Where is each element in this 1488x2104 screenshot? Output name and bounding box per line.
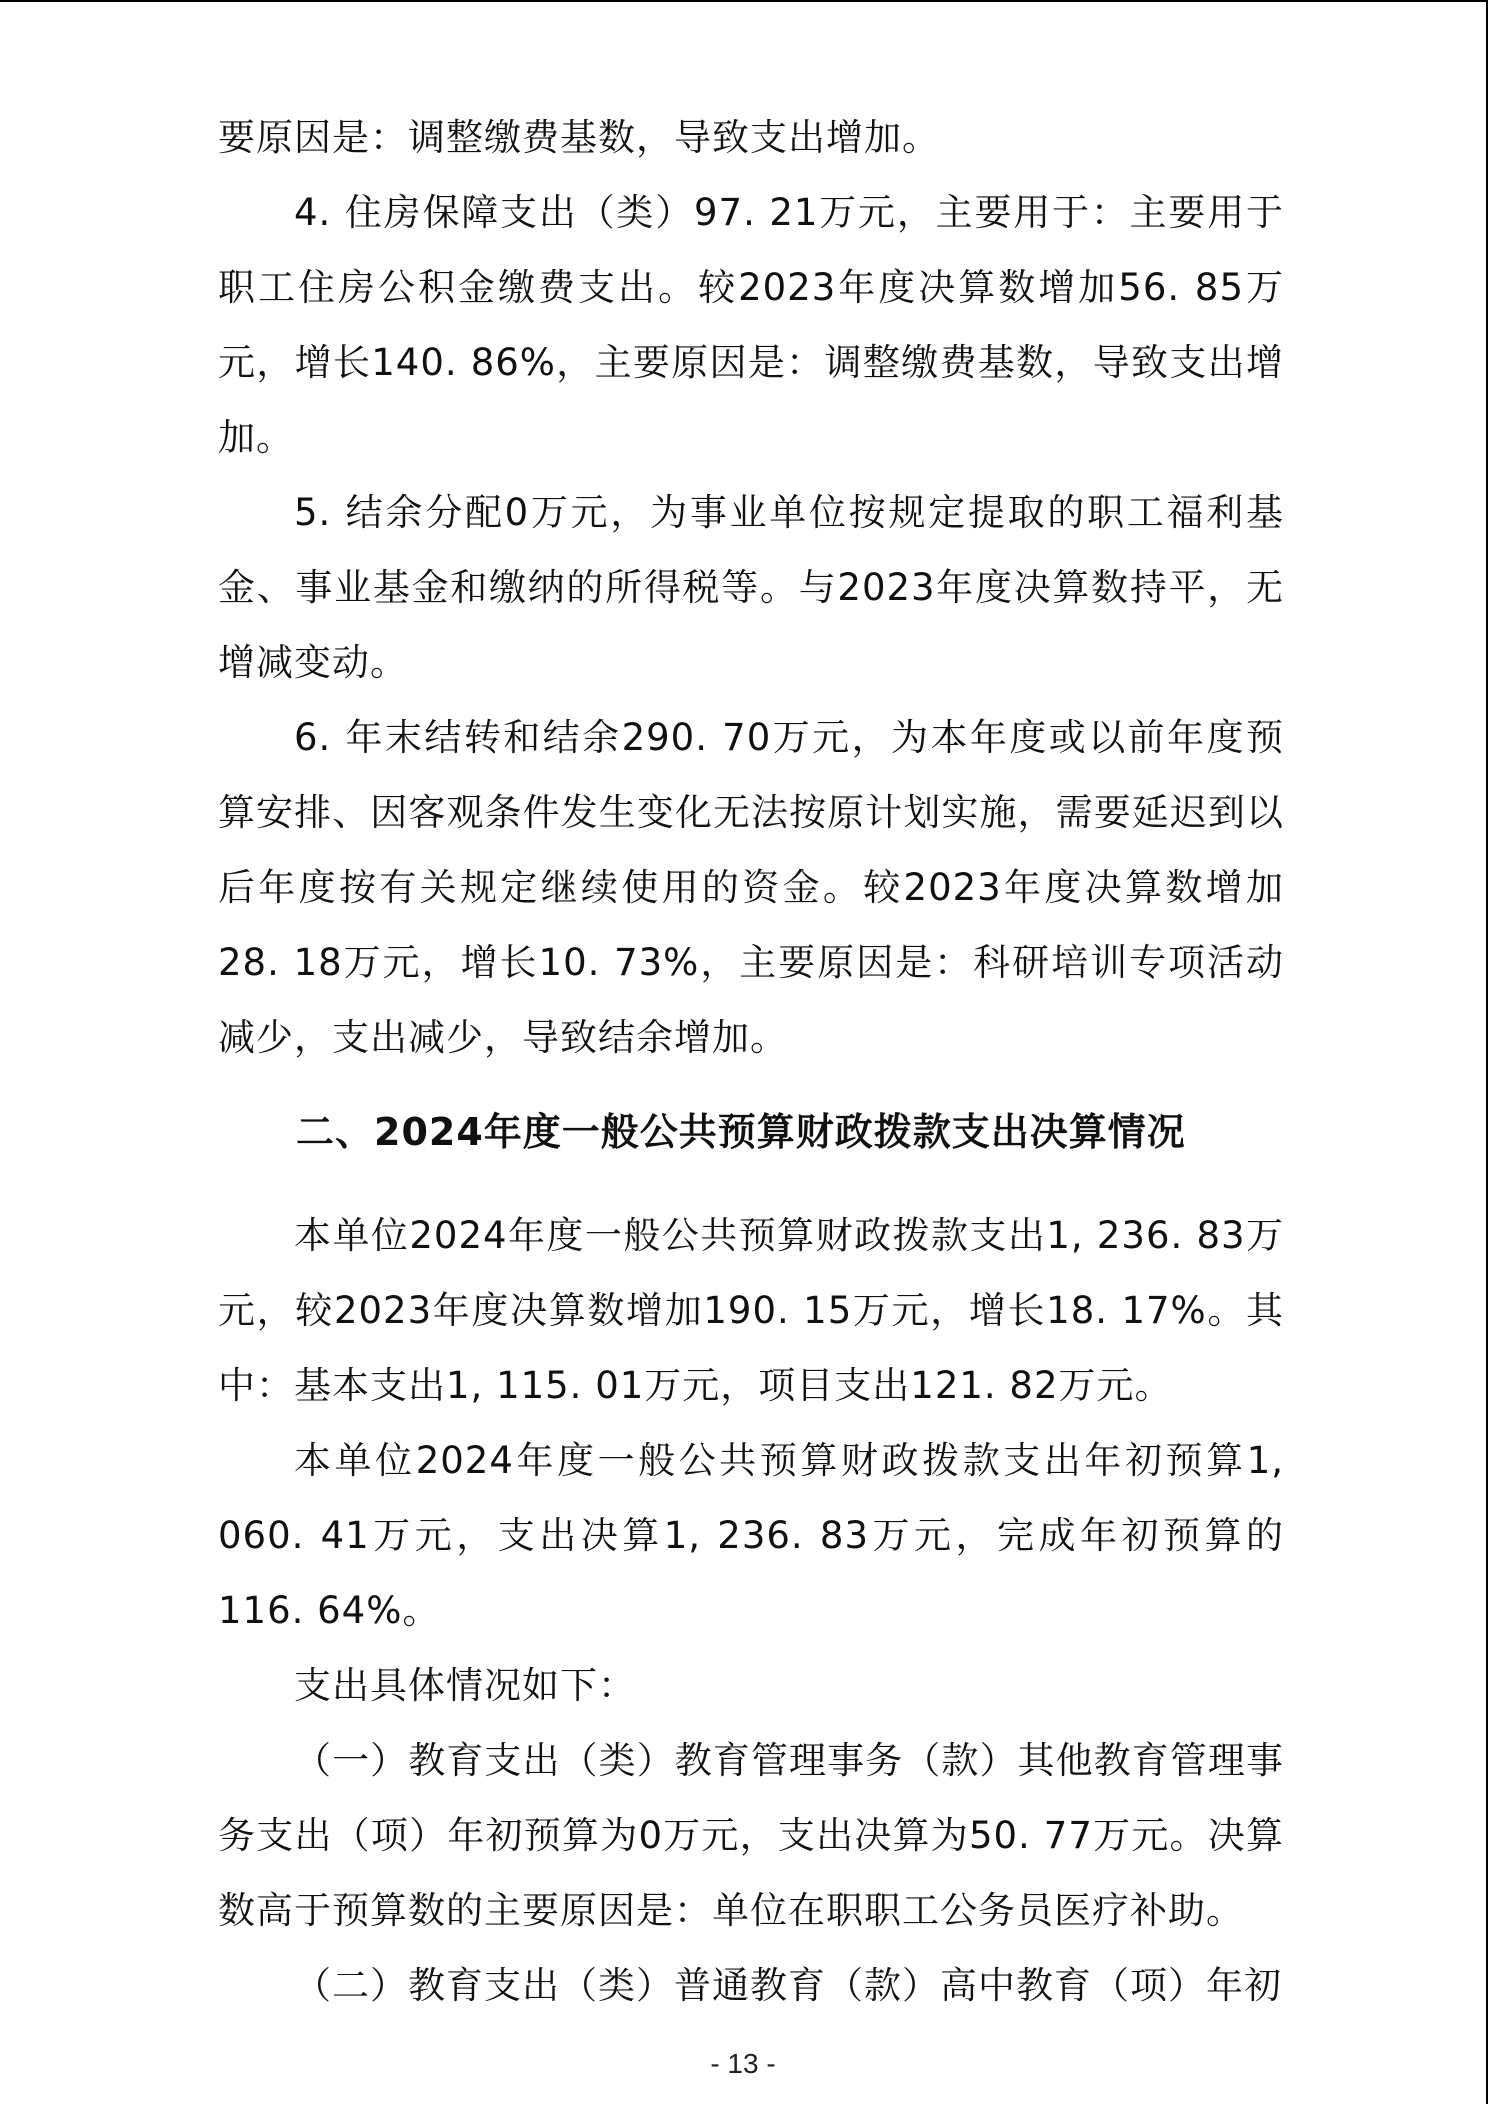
paragraph: （二）教育支出（类）普通教育（款）高中教育（项）年初 (294, 1964, 1282, 2007)
paragraph: 要原因是：调整缴费基数，导致支出增加。 (218, 116, 940, 159)
paragraph: 本单位2024年度一般公共预算财政拨款支出年初预算1, 060. 41万元，支出决算1, 236. 83万元，完成年初预算的116. 64%。 (218, 1439, 1284, 1632)
paragraph: 5. 结余分配0万元，为事业单位按规定提取的职工福利基金、事业基金和缴纳的所得税等。与2023年度决算数持平，无增减变动。 (218, 491, 1284, 684)
paragraph: （一）教育支出（类）教育管理事务（款）其他教育管理事务支出（项）年初预算为0万元，支出决算为50. 77万元。决算数高于预算数的主要原因是：单位在职职工公务员医疗补助。 (218, 1739, 1284, 1932)
paragraph: 4. 住房保障支出（类）97. 21万元，主要用于：主要用于职工住房公积金缴费支出。较2023年度决算数增加56. 85万元，增长140. 86%，主要原因是：调整缴费基数，导致支出增加。 (218, 191, 1284, 459)
document-body (218, 100, 1284, 2023)
paragraph: 6. 年末结转和结余290. 70万元，为本年度或以前年度预算安排、因客观条件发生变化无法按原计划实施，需要延迟到以后年度按有关规定继续使用的资金。较2023年度决算数增加28. 18万元，增长10. 73%，主要原因是：科研培训专项活动减少，支出减少，导致结余增加。 (218, 716, 1284, 1059)
paragraph: 本单位2024年度一般公共预算财政拨款支出1, 236. 83万元，较2023年度决算数增加190. 15万元，增长18. 17%。其中：基本支出1, 115. 01万元，项目支出121. 82万元。 (218, 1214, 1284, 1407)
paragraph: 支出具体情况如下： (294, 1664, 636, 1707)
section-heading: 二、2024年度一般公共预算财政拨款支出决算情况 (296, 1110, 1186, 1154)
page-number: - 13 - (710, 2048, 776, 2079)
